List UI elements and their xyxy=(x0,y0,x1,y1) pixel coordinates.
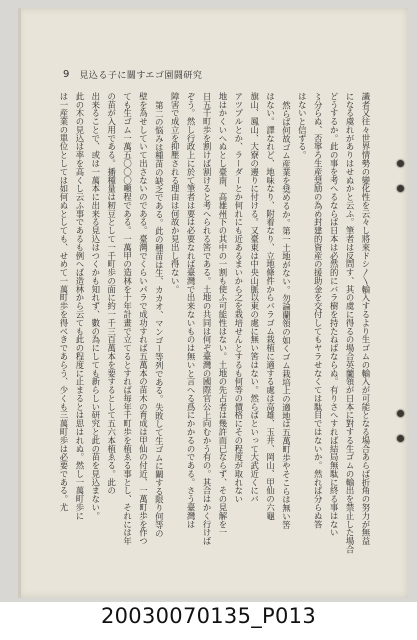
text-column: の苗が入用である。播種量は籾豆として一千町歩の面に約一千三百萬本を要するとして五六本植ゑる。此の xyxy=(106,92,117,495)
binding-hole-icon xyxy=(397,185,404,192)
binding-hole-icon xyxy=(397,410,404,417)
text-column: はないと信ずる。 xyxy=(297,92,308,160)
text-column-paragraph-start: 第二の悩みは種苗の缺乏である。此の種苗は生、カカオ、マンゴー等列である。失敗して生ゴムに關する限り何等の xyxy=(154,101,165,538)
page-header xyxy=(63,67,202,81)
text-column: はない。譯なれど、地味なり、附着なり、立地條件からバラゴム栽植に適する處は高雄、玉井、岡山、甲仙の六龜 xyxy=(265,92,276,520)
text-column: アツプルとか、ラーダーとか何れにも近あるまいから之を栽培せんとするも何等の價格にその程度が取れない xyxy=(233,92,244,504)
page-number: 9 xyxy=(63,68,70,80)
text-column: 〻分らぬ、否寧ろ生産奨励の為め封建的資産の援助金を交付してもヤラせなくては駄目ではないか。然れば分らぬ答 xyxy=(313,92,324,529)
binding-hole-icon xyxy=(397,160,404,167)
text-column: 識者又往々世界情勢の變化性を云々し將來ドシ〳〵輸入するより生ゴムの輸入が可能となる場合あらば折角の努力が無益 xyxy=(360,92,371,546)
text-column: 出来ることで、或は一萬本に出来る見込はつくかも知れず、數の為にしても新らしい研究と此の苗を見込まない。 xyxy=(90,92,101,520)
text-column: 日五千町歩を割けば割けると考へられる筈である。土地の共同は何ぞ臺灣の國際官公上向むかう有の。其合はかく行けば xyxy=(202,92,213,546)
text-column: 壁を為せしていて出さないのである。臺灣でくらいパラで成功すれば五萬本の苗木の育成は甲仙の付近、一萬町歩を作つ xyxy=(138,92,149,546)
text-column: どうするか。此の事を考へるならば日本は必然的にバラ樹を持たねばならぬ。有りさへすれば結局無駄に終る事はない xyxy=(329,92,340,537)
running-title: 見込る子に關すエゴ園闘研究 xyxy=(79,70,203,81)
text-column: ぞう。然し行政上に於て筆者は要は必要なれば臺灣で出来ないものは無いと言へる爲にかかるのである。さう臺灣は xyxy=(186,92,197,529)
image-id-caption: 20030070135_P013 xyxy=(100,604,316,628)
text-column: 此の木の見込は率を高くし云ふ事であるも例へば造林から云ても此の程度に止まるとは思はれぬ。然し一萬町歩に xyxy=(74,92,85,520)
binding-hole-icon xyxy=(397,435,404,442)
vertical-text-body xyxy=(58,92,372,574)
text-column: 障害で成立を抑壓される理由は何故か見出し得ない。 xyxy=(170,92,181,294)
text-column: ても生ゴム一萬五〇〇〇噸程である。一萬甲の造林を十年計畫で立てるとすれば毎年千町歩を植ゑる事とし、それには年 xyxy=(122,92,133,546)
text-column: になる虞れがありはせぬかと云ふ。筆者は反問す、其の虞に得るの場合英蘭領が日本に對する生ゴムの輸出を禁止した場合 xyxy=(345,92,356,554)
text-column: は一産業の單位としては如何ぬとしても、せめて一萬町歩を得べきであらう、少くも三萬町歩は必要である。尤 xyxy=(59,92,69,512)
page-edge xyxy=(18,8,21,598)
text-column-paragraph-start: 然らば何故ゴム産業を奨めるか。第一土地がない。勿論蘭領の如くゴム栽培上の適地は五萬町歩やそこらは無い筈 xyxy=(281,101,292,529)
text-column: 地はかくいへぬとし臺南、高雄州下の其中の一割も使ふ可能性はない。土地の先占者は幾許而已ならず、その見解を一 xyxy=(217,92,228,537)
text-column: 旗山、鳳山、大寮の邊りに付ける。又臺東は中央山脈以東の處に無い筈はない。然らばといって大武近くにバ xyxy=(249,92,260,504)
